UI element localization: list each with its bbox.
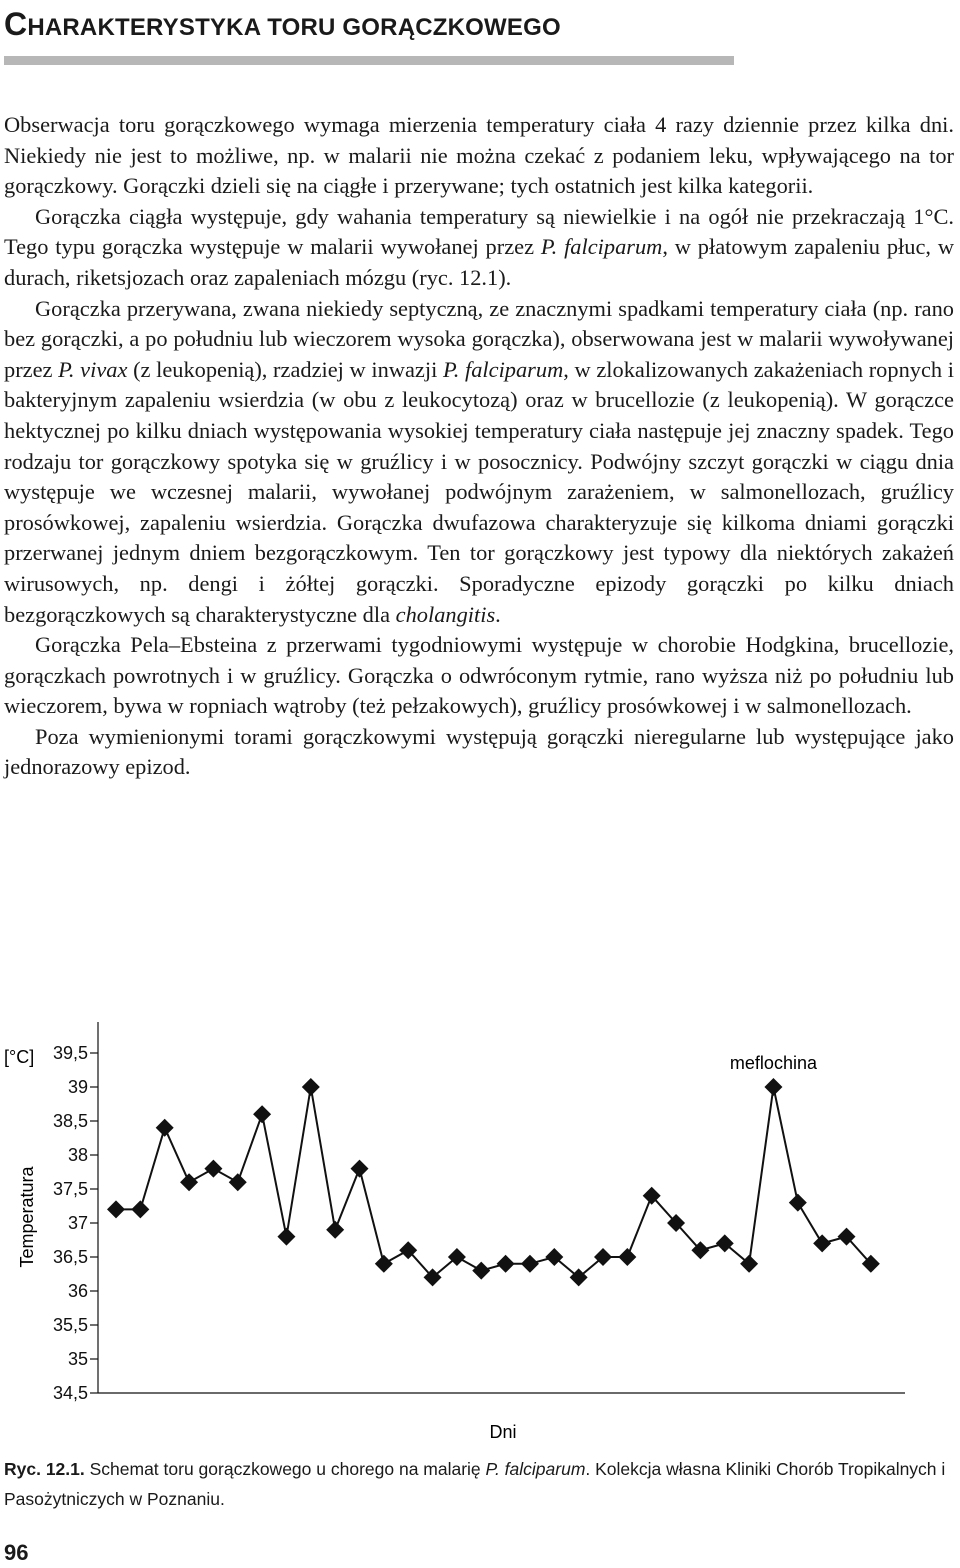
data-point-marker xyxy=(813,1234,831,1252)
paragraph xyxy=(4,294,954,631)
y-tick-label: 37 xyxy=(67,1213,88,1233)
data-point-marker xyxy=(180,1173,198,1191)
text-run: . xyxy=(495,601,501,627)
heading-rest: HARAKTERYSTYKA TORU GORĄCZKOWEGO xyxy=(27,14,561,41)
text-run: Gorączka ciągła występuje, gdy wahania temperatury są niewielkie i na ogół nie przekraczają 1°C. Tego typu gorączka występuje w malarii wywołanej przez xyxy=(4,203,954,260)
data-point-marker xyxy=(497,1255,515,1273)
y-tick-label: 39 xyxy=(67,1077,88,1097)
text-run: Obserwacja toru gorączkowego wymaga mierzenia temperatury ciała 4 razy dziennie przez kilka dni. Niekiedy nie jest to możliwe, np. w malarii nie można czekać z podaniem leku, wpływającego na tor gorączkowy. Gorączki dzieli się na ciągłe i przerywane; tych ostatnich jest kilka kategorii. xyxy=(4,112,954,199)
y-tick-label: 37,5 xyxy=(52,1179,88,1199)
data-point-marker xyxy=(472,1262,490,1280)
caption-label: Ryc. 12.1. xyxy=(4,1459,85,1479)
data-point-marker xyxy=(764,1078,782,1096)
paragraph xyxy=(4,722,954,783)
chart-y-axis-label: Temperatura xyxy=(17,1166,37,1268)
data-point-marker xyxy=(789,1194,807,1212)
data-point-marker xyxy=(156,1119,174,1137)
paragraph xyxy=(4,630,954,722)
fever-chart xyxy=(0,1012,960,1452)
data-point-marker xyxy=(229,1173,247,1191)
y-tick-label: 34,5 xyxy=(52,1383,88,1403)
italic-run: P. falciparum xyxy=(540,234,663,260)
y-tick-label: 36,5 xyxy=(52,1247,88,1267)
y-tick-label: 35,5 xyxy=(52,1315,88,1335)
paragraph xyxy=(4,202,954,294)
chart-x-axis-label: Dni xyxy=(489,1422,517,1442)
heading-first-letter: C xyxy=(4,6,28,42)
text-run: Gorączka przerywana, zwana niekiedy septyczną, ze znacznymi spadkami temperatury ciała (np. rano bez gorączki, a po południu lub wieczorem wysoka gorączka), obserwowana jest w malarii wywoływanej przez xyxy=(4,295,954,382)
caption-italic: P. falciparum xyxy=(485,1459,586,1479)
body-text xyxy=(4,110,954,783)
data-point-marker xyxy=(107,1200,125,1218)
y-tick-label: 38 xyxy=(67,1145,88,1165)
data-point-marker xyxy=(375,1255,393,1273)
y-tick-label: 38,5 xyxy=(52,1111,88,1131)
data-point-marker xyxy=(521,1255,539,1273)
data-point-marker xyxy=(204,1160,222,1178)
data-point-marker xyxy=(253,1105,271,1123)
text-run: Gorączka Pela–Ebsteina z przerwami tygodniowymi występuje w chorobie Hodgkina, brucellozie, gorączkach powrotnych i w gruźlicy. Gorączka o odwróconym rytmie, rano wyższa niż po południu lub wieczorem, bywa w ropniach wątroby (też pełzakowych), gruźlicy prosówkowej i w salmonellozach. xyxy=(4,632,954,719)
data-point-marker xyxy=(277,1228,295,1246)
chart-annotation-meflochina: meflochina xyxy=(729,1053,817,1073)
data-point-marker xyxy=(326,1221,344,1239)
italic-run: P. falciparum xyxy=(442,356,564,382)
text-run: (z leukopenią), rzadziej w inwazji xyxy=(127,356,443,382)
text-run: Poza wymienionymi torami gorączkowymi występują gorączki nieregularne lub występujące jako jednorazowy epizod. xyxy=(4,723,954,780)
chart-y-ticks xyxy=(53,1043,98,1403)
caption-text-before: Schemat toru gorączkowego u chorego na malarię xyxy=(84,1459,486,1479)
data-point-marker xyxy=(131,1200,149,1218)
data-point-marker xyxy=(351,1160,369,1178)
chart-series xyxy=(107,1078,880,1286)
page-number: 96 xyxy=(4,1540,29,1565)
paragraph xyxy=(4,110,954,202)
data-point-marker xyxy=(302,1078,320,1096)
italic-run: P. vivax xyxy=(58,356,128,382)
data-point-marker xyxy=(618,1248,636,1266)
fever-chart-svg xyxy=(0,1012,960,1452)
chart-y-unit: [°C] xyxy=(4,1047,35,1067)
heading-underline-bar xyxy=(4,56,734,65)
italic-run: cholangitis xyxy=(395,601,496,627)
chart-axes xyxy=(98,1022,905,1393)
text-run: , w płatowym zapaleniu płuc, w durach, riketsjozach oraz zapaleniach mózgu (ryc. 12.1). xyxy=(4,234,954,290)
figure-caption xyxy=(4,1454,956,1514)
text-run: , w zlokalizowanych zakażeniach ropnych i bakteryjnym zapaleniu wsierdzia (w obu z leukocytozą) oraz w brucellozie (z leukopenią). W gorączce hektycznej po kilku dniach występowania wysokiej temperatury ciała następuje jej znaczny spadek. Tego rodzaju tor gorączkowy spotyka się w gruźlicy i w posocznicy. Podwójny szczyt gorączki w ciągu dnia występuje we wczesnej malarii, wywołanej podwójnym zarażeniem, w salmonellozach, gruźlicy prosówkowej, zapaleniu wsierdzia. Gorączka dwufazowa charakteryzuje się kilkoma dniami gorączki przerwanej jednym dniem bezgorączkowym. Ten tor gorączkowy jest typowy dla niektórych zakażeń wirusowych, np. dengi i żółtej gorączki. Sporadyczne epizody gorączki po kilku dniach bezgorączkowych są charakterystyczne dla xyxy=(4,356,954,627)
y-tick-label: 39,5 xyxy=(52,1043,88,1063)
caption-text-after: . Kolekcja własna Kliniki Chorób Tropikalnych i Pasożytniczych w Poznaniu. xyxy=(4,1459,946,1509)
y-tick-label: 36 xyxy=(67,1281,88,1301)
y-tick-label: 35 xyxy=(67,1349,88,1369)
section-heading xyxy=(4,4,561,48)
